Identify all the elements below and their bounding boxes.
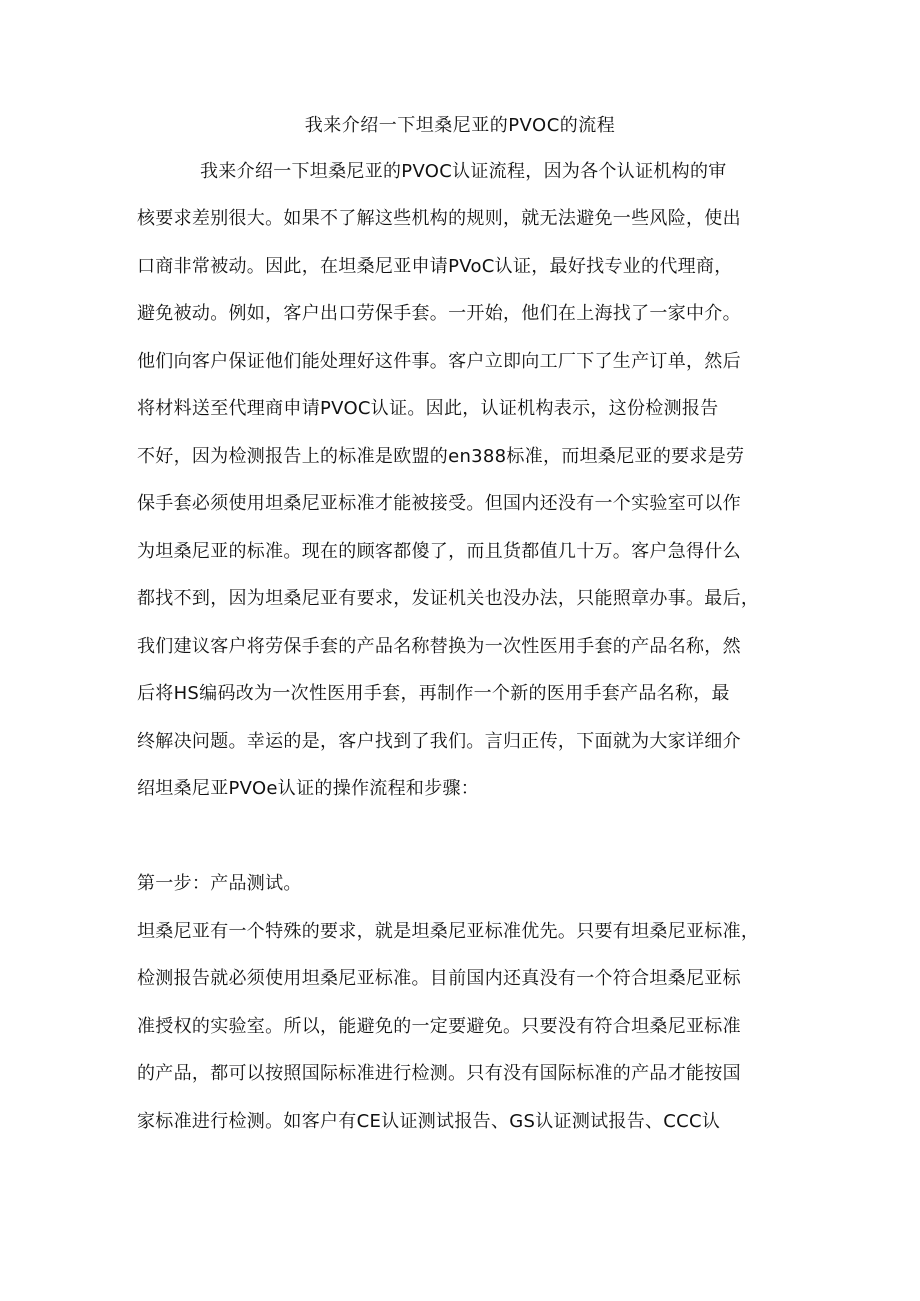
paragraph-line: 他们向客户保证他们能处理好这件事。客户立即向工厂下了生产订单，然后 — [137, 351, 741, 372]
paragraph-line: 坦桑尼亚有一个特殊的要求，就是坦桑尼亚标准优先。只要有坦桑尼亚标准， — [137, 921, 760, 942]
paragraph-line: 保手套必须使用坦桑尼亚标准才能被接受。但国内还没有一个实验室可以作 — [137, 493, 741, 514]
paragraph-line: 后将HS编码改为一次性医用手套，再制作一个新的医用手套产品名称，最 — [137, 683, 730, 704]
paragraph-line: 家标准进行检测。如客户有CE认证测试报告、GS认证测试报告、CCC认 — [137, 1111, 721, 1132]
paragraph-line: 准授权的实验室。所以，能避免的一定要避免。只要没有符合坦桑尼亚标准 — [137, 1016, 741, 1037]
paragraph-line: 都找不到，因为坦桑尼亚有要求，发证机关也没办法，只能照章办事。最后， — [137, 588, 760, 609]
paragraph-line: 避免被动。例如，客户出口劳保手套。一开始，他们在上海找了一家中介。 — [137, 303, 741, 324]
step-heading: 第一步：产品测试。 — [137, 873, 302, 894]
paragraph-line: 将材料送至代理商申请PVOC认证。因此，认证机构表示，这份检测报告 — [137, 398, 719, 419]
paragraph-line: 终解决问题。幸运的是，客户找到了我们。言归正传，下面就为大家详细介 — [137, 731, 741, 752]
paragraph-line: 我来介绍一下坦桑尼亚的PVOC认证流程，因为各个认证机构的审 — [200, 161, 727, 182]
paragraph-line: 的产品，都可以按照国际标准进行检测。只有没有国际标准的产品才能按国 — [137, 1063, 741, 1084]
paragraph-line: 绍坦桑尼亚PVOe认证的操作流程和步骤： — [137, 778, 480, 799]
paragraph-line: 检测报告就必须使用坦桑尼亚标准。目前国内还真没有一个符合坦桑尼亚标 — [137, 968, 741, 989]
document-title: 我来介绍一下坦桑尼亚的PVOC的流程 — [304, 115, 616, 136]
paragraph-line: 不好，因为检测报告上的标准是欧盟的en388标准，而坦桑尼亚的要求是劳 — [137, 446, 745, 467]
paragraph-line: 口商非常被动。因此，在坦桑尼亚申请PVoC认证，最好找专业的代理商， — [137, 256, 733, 277]
paragraph-line: 我们建议客户将劳保手套的产品名称替换为一次性医用手套的产品名称，然 — [137, 636, 741, 657]
paragraph-line: 核要求差别很大。如果不了解这些机构的规则，就无法避免一些风险，使出 — [137, 208, 741, 229]
paragraph-line: 为坦桑尼亚的标准。现在的顾客都傻了，而且货都值几十万。客户急得什么 — [137, 541, 741, 562]
